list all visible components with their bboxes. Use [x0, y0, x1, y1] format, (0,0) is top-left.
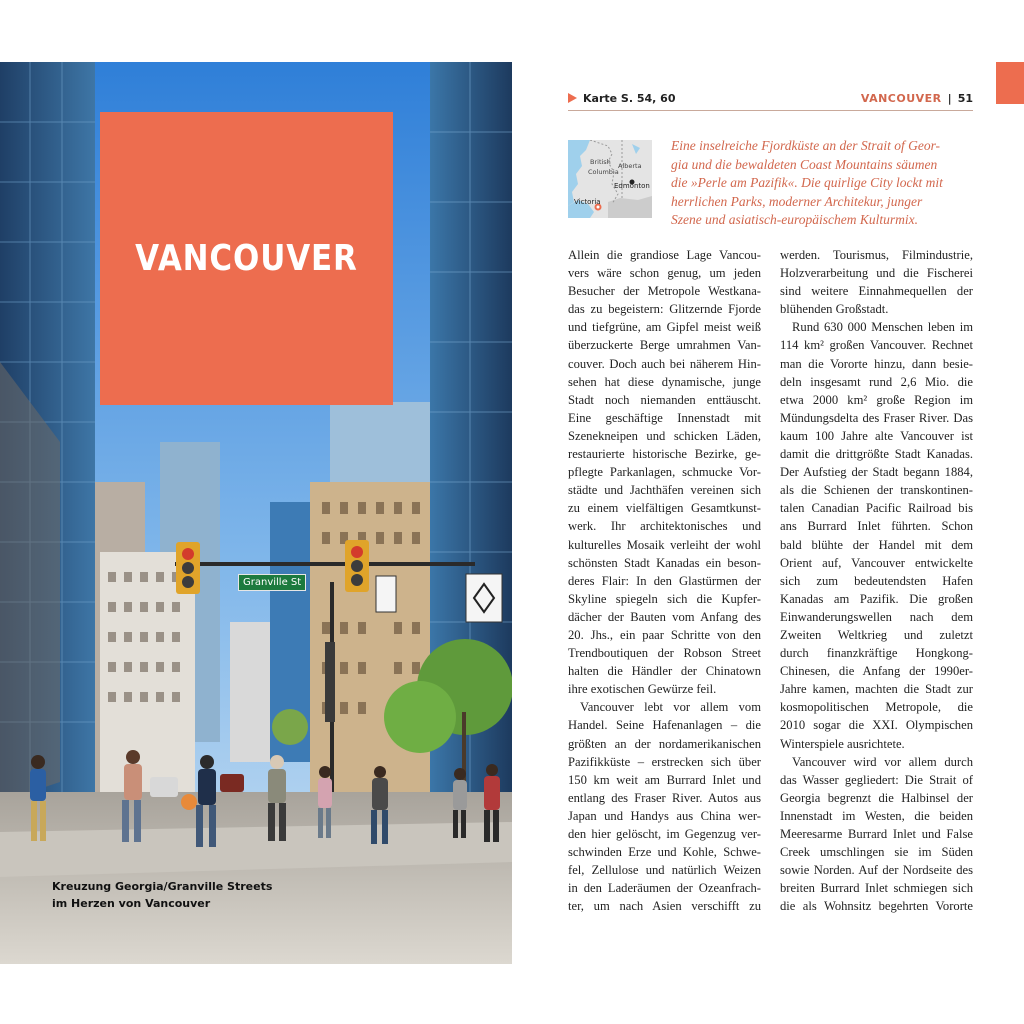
- text-line: Rund 630 000 Menschen leben im: [792, 320, 973, 335]
- locator-map: [568, 140, 652, 218]
- text-line: 114 km² großen Vancouver. Rechnet: [780, 338, 973, 353]
- text-line: ans Burrard Inlet führten. Schon: [780, 519, 973, 534]
- intro-line: Eine inselreiche Fjordküste an der Strait of Geor-: [671, 138, 941, 153]
- header-separator: |: [947, 92, 952, 105]
- text-line: Orient auf, Vancouver entwickelte: [780, 555, 973, 570]
- text-line: Holzverarbeitung und die Fischerei: [780, 266, 973, 281]
- map-label: Columbia: [588, 168, 619, 176]
- text-line: zu einem vielfältigen Gesamtkunst-: [568, 501, 761, 516]
- text-line: Kanadas am Pazifik. Die großen: [780, 591, 973, 606]
- text-line: Einwanderungswellen nach dem: [780, 609, 973, 624]
- text-line: Allein die grandiose Lage Vancou-: [568, 248, 761, 262]
- section-name: VANCOUVER: [860, 92, 942, 105]
- street-sign: [238, 574, 306, 591]
- text-line: kosmopolitischen Metropole, die: [780, 700, 973, 715]
- intro-line: die »Perle am Pazifik«. Die quirlige City lockt mit: [671, 175, 943, 190]
- intro-line: gia und die bewaldeten Coast Mountains säumen: [671, 156, 938, 172]
- text-line: durch finanzkräftige Hongkong-: [780, 646, 973, 661]
- text-line: Handel. Seine Hafenanlagen – die: [568, 718, 761, 733]
- text-line: das zu begeistern: Glitzernde Fjorde: [568, 302, 761, 317]
- text-line: Zweiten Weltkrieg und zuletzt: [780, 627, 973, 642]
- text-line: überzuckerte Berge umrahmen Van-: [568, 338, 761, 353]
- text-line: Szenekneipen und schicken Läden,: [568, 428, 761, 443]
- chapter-title: VANCOUVER: [135, 238, 358, 279]
- text-line: Chinesen, die Anfang der 1990er-: [780, 664, 973, 679]
- text-line: 20. Jhs., ein paar Schritte von den: [568, 627, 761, 642]
- text-line: als die Schienen der transkontinen-: [780, 483, 973, 498]
- text-line: und tiefgrüne, am Gipfel meist weiß: [568, 320, 761, 335]
- text-line: Vancouver wird vor allem durch: [792, 754, 973, 769]
- text-line: die als Wohnsitz begehrten Vororte: [780, 899, 973, 914]
- text-line: Trendboutiquen der Robson Street: [568, 646, 761, 661]
- text-line: restaurierte historische Bezirke, ge-: [568, 447, 761, 462]
- text-line: entlang des Fraser River. Autos aus: [568, 790, 761, 805]
- text-line: ihre exotischen Gewürze feil.: [568, 682, 717, 697]
- text-line: sich zum bedeutendsten Hafen: [780, 573, 973, 588]
- text-line: Winterspiele ausrichtete.: [780, 736, 905, 751]
- text-line: damit die drittgrößte Stadt Kanadas.: [780, 447, 973, 462]
- caption-line: im Herzen von Vancouver: [52, 897, 211, 910]
- text-line: deln insgesamt rund 2,6 Mio. die: [780, 374, 973, 389]
- text-line: Creek umschlingen sie im Süden: [780, 845, 973, 860]
- text-line: kaum 100 Jahre alte Vancouver ist: [780, 428, 973, 443]
- text-line: städte und Jachthäfen vereinen sich: [568, 483, 761, 498]
- chapter-thumb-tab: [996, 62, 1024, 104]
- vancouver-street-photo: [0, 62, 512, 964]
- caption-line: Kreuzung Georgia/Granville Streets: [52, 880, 273, 893]
- text-line: Stadt noch niemanden enttäuscht.: [568, 392, 761, 407]
- intro-line: herrlichen Parks, moderner Architekur, junger: [671, 193, 923, 209]
- text-line: schwinden Erze und Kohle, Schwe-: [568, 845, 761, 860]
- text-line: bald blühte der Handel mit dem: [780, 537, 973, 552]
- text-line: Mündungsdelta des Fraser River. Das: [780, 410, 973, 425]
- text-line: Besucher der Metropole Westkana-: [568, 284, 761, 299]
- map-reference-label: Karte S. 54, 60: [583, 92, 676, 105]
- text-line: Japan und Handys aus China wer-: [568, 808, 761, 823]
- map-label: Alberta: [618, 162, 642, 170]
- intro-line: Szene und asiatisch-europäischem Kulturmix.: [671, 212, 918, 227]
- text-line: man die Vororte hinzu, dann besie-: [780, 356, 973, 371]
- text-line: kulturelles Mosaik verleiht der wohl: [568, 537, 761, 552]
- text-line: Jahre kamen, machten die Stadt zur: [780, 682, 973, 697]
- text-line: sowie Norden. Auf der Nordseite des: [780, 863, 973, 878]
- text-line: Georgia begrenzt die Halbinsel der: [780, 790, 973, 805]
- text-line: Pazifikküste – erstrecken sich über: [568, 754, 761, 769]
- text-line: talen Canadian Pacific Railroad bis: [780, 501, 973, 516]
- text-line: schönsten Stadt Kanadas ein beson-: [568, 555, 761, 570]
- photo-caption: [52, 878, 352, 912]
- text-line: vers wäre schon genug, um jeden: [568, 266, 761, 281]
- map-label: Edmonton: [614, 182, 650, 190]
- locator-map-graphic: [568, 140, 652, 218]
- text-line: Meeresarme Burrard Inlet und False: [780, 827, 973, 841]
- text-line: fel, Zellulose und natürlich Weizen: [568, 863, 761, 878]
- text-line: 150 km weit am Burrard Inlet und: [568, 772, 761, 787]
- text-line: Skyline spiegeln sich die Kupfer-: [568, 591, 761, 606]
- text-line: das Wasser gegliedert: Die Strait of: [780, 772, 973, 787]
- text-line: 2010 sogar die XXI. Olympischen: [780, 718, 973, 733]
- page-number: 51: [957, 92, 973, 105]
- map-reference: [568, 92, 675, 105]
- text-line: ter, um nach Asien verschifft zu: [568, 899, 761, 914]
- text-line: etwa 2000 km² große Region im: [780, 392, 973, 407]
- body-column-1: [568, 246, 761, 915]
- text-line: halten die Händler der Chinatown: [568, 664, 761, 679]
- street-sign-label: Granville St: [243, 577, 302, 588]
- header-right: [861, 92, 973, 105]
- text-line: Innenstadt im Westen, die beiden: [780, 808, 973, 823]
- text-line: werk. Ihr architektonisches und: [568, 519, 761, 534]
- text-line: sehen hat diese dynamische, junge: [568, 374, 761, 389]
- intro-teaser: [671, 137, 971, 230]
- text-line: den hier gelöscht, im Gegenzug ver-: [568, 827, 761, 841]
- triangle-arrow-icon: [568, 93, 577, 103]
- chapter-title-block: [100, 112, 393, 405]
- map-label: British: [590, 158, 611, 166]
- text-line: werden. Tourismus, Filmindustrie,: [780, 248, 973, 262]
- text-line: größten an der nordamerikanischen: [568, 736, 761, 751]
- text-line: dächer der Bauten vom Anfang des: [568, 609, 761, 624]
- text-line: in den Laderäumen der Ozeanfrach-: [568, 881, 761, 896]
- body-column-2: [780, 246, 973, 915]
- running-header: [568, 90, 973, 111]
- text-line: blühenden Großstadt.: [780, 302, 889, 317]
- text-line: Eine geschäftige Innenstadt mit: [568, 410, 761, 425]
- text-line: Vancouver lebt vor allem vom: [580, 700, 761, 715]
- text-line: couver. Doch auch bei näherem Hin-: [568, 356, 761, 371]
- text-line: breiten Burrard Inlet schmiegen sich: [780, 881, 973, 896]
- map-label: Victoria: [574, 198, 601, 206]
- text-line: deres Flair: In den Glastürmen der: [568, 573, 761, 588]
- text-line: Der Aufstieg der Stadt begann 1884,: [780, 465, 973, 480]
- text-line: pflegte Parkanlagen, schmucke Vor-: [568, 465, 761, 480]
- text-line: sind weitere Einnahmequellen der: [780, 284, 973, 299]
